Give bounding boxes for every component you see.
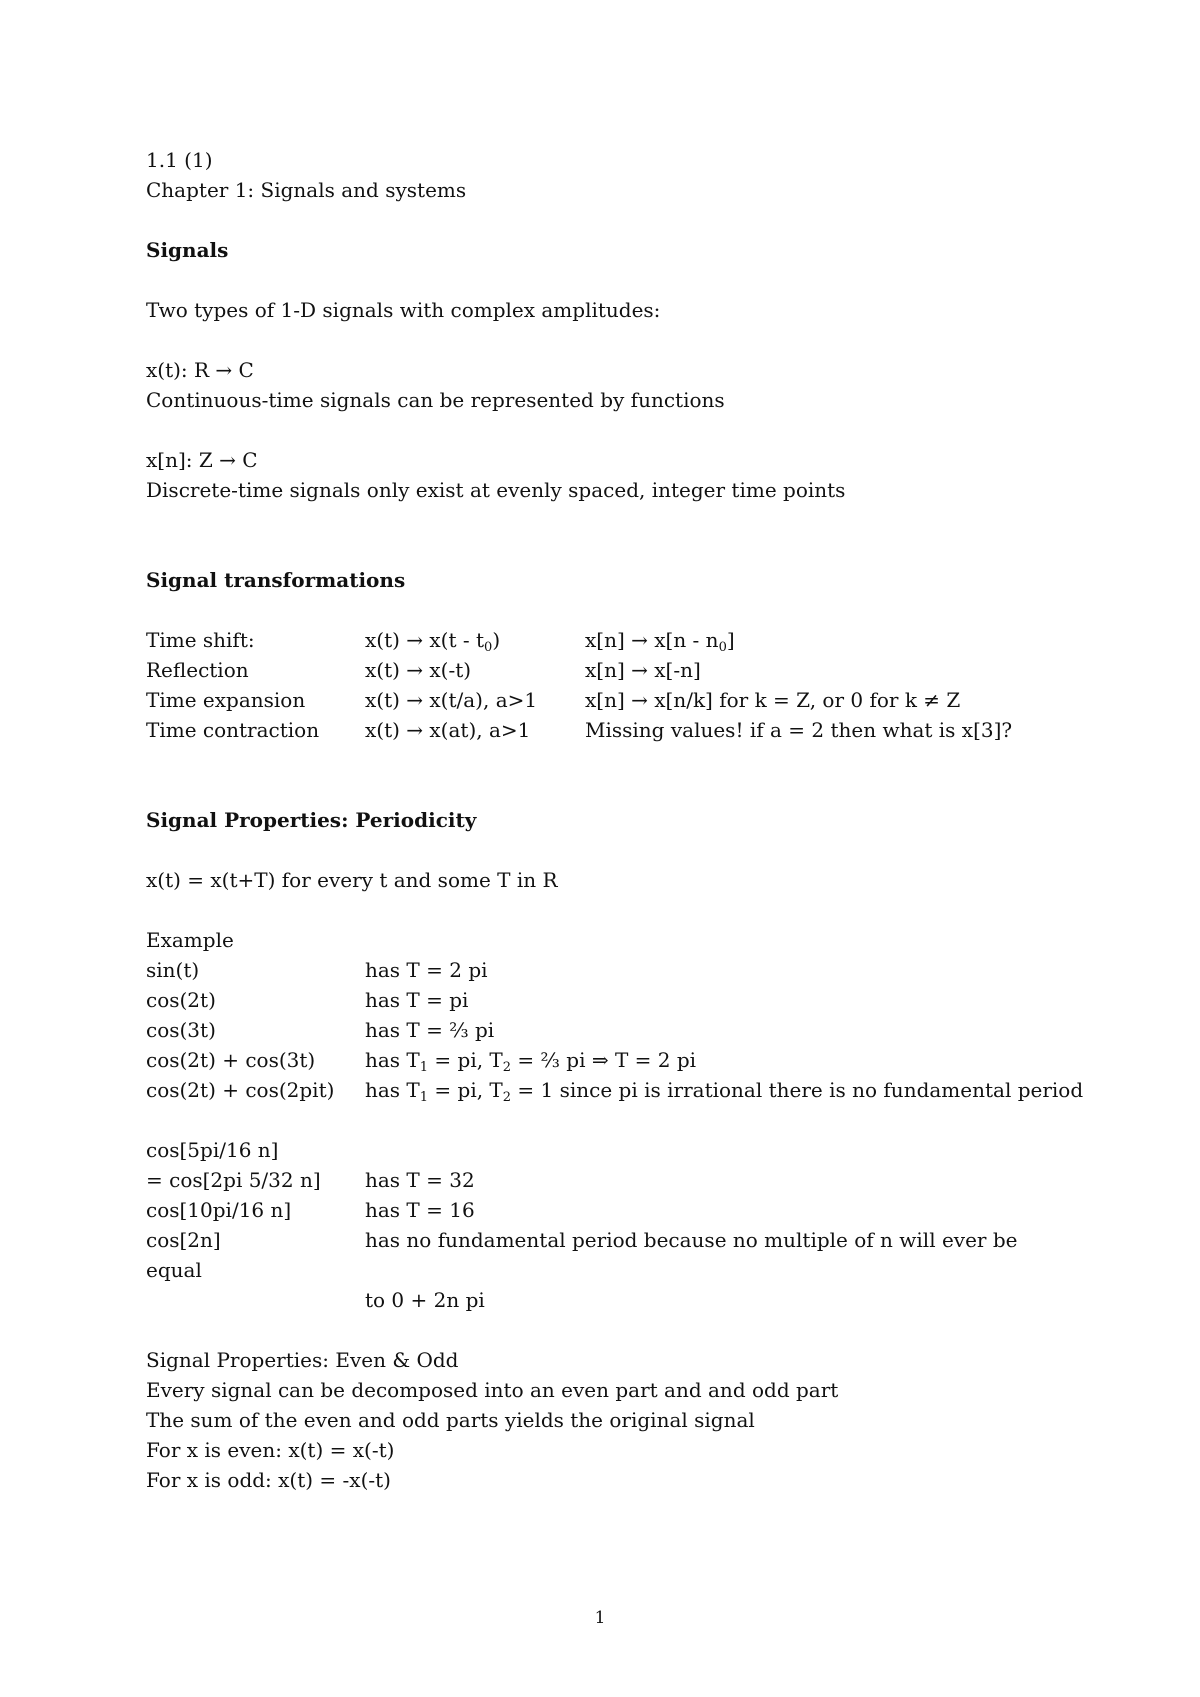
even-odd-line: Every signal can be decomposed into an even part and and odd part: [146, 1378, 839, 1402]
transformation-name: Time expansion: [146, 688, 306, 712]
transformation-name: Reflection: [146, 658, 249, 682]
example-result: has T = pi: [365, 988, 469, 1012]
example-signal: sin(t): [146, 958, 200, 982]
example-row: [146, 955, 1106, 985]
example-row: [146, 1165, 1106, 1195]
example-result: has T = 2 pi: [365, 958, 488, 982]
example-result: has $T_1$ = pi, $T_2$ = ⅔ pi ⇒ T = 2 pi: [365, 1048, 697, 1075]
example-row: [146, 1285, 1106, 1315]
example-signal: cos(2t): [146, 988, 216, 1012]
transformation-name: Time contraction: [146, 718, 320, 742]
transformation-dt: x[n] → x[n/k] for k = Z, or 0 for k ≠ Z: [585, 688, 961, 712]
even-odd-heading: Signal Properties: Even & Odd: [146, 1348, 459, 1372]
transformation-name: Time shift:: [146, 628, 255, 652]
example-row: [146, 1045, 1106, 1075]
even-odd-line: The sum of the even and odd parts yields the original signal: [146, 1408, 755, 1432]
transformation-dt: x[n] → x[-n]: [585, 658, 701, 682]
dt-mapping: x[n]: Z → C: [146, 448, 258, 472]
transformation-ct: x(t) → x(t/a), a>1: [365, 688, 538, 712]
ct-mapping: x(t): R → C: [146, 358, 254, 382]
transformation-ct: $x(t) \to x(t - t_0)$: [365, 628, 501, 655]
section-number: 1.1 (1): [146, 148, 213, 172]
signals-heading: Signals: [146, 238, 229, 262]
example-result: has T = 16: [365, 1198, 475, 1222]
transformation-row: [146, 715, 1106, 745]
ct-description: Continuous-time signals can be represented by functions: [146, 388, 725, 412]
signals-intro: Two types of 1-D signals with complex amplitudes:: [146, 298, 661, 322]
discrete-example-line: cos[5pi/16 n]: [146, 1138, 279, 1162]
example-row: [146, 1195, 1106, 1225]
example-row: [146, 1225, 1106, 1255]
transformations-heading: Signal transformations: [146, 568, 406, 592]
transformation-ct: x(t) → x(at), a>1: [365, 718, 531, 742]
transformation-row: [146, 655, 1106, 685]
example-result: has T = 32: [365, 1168, 475, 1192]
example-row: [146, 985, 1106, 1015]
transformation-dt: Missing values! if a = 2 then what is x[3]?: [585, 718, 1013, 742]
chapter-title: Chapter 1: Signals and systems: [146, 178, 467, 202]
periodicity-heading: Signal Properties: Periodicity: [146, 808, 477, 832]
transformation-row: [146, 685, 1106, 715]
even-odd-line: For x is odd: x(t) = -x(-t): [146, 1468, 391, 1492]
dt-description: Discrete-time signals only exist at evenly spaced, integer time points: [146, 478, 846, 502]
transformation-dt: $x[n] \to x[n - n_0]$: [585, 628, 735, 655]
example-signal: cos(2t) + cos(3t): [146, 1048, 316, 1072]
even-odd-line: For x is even: x(t) = x(-t): [146, 1438, 395, 1462]
example-label: Example: [146, 928, 234, 952]
example-signal: cos(2t) + cos(2pit): [146, 1078, 335, 1102]
example-signal: cos(3t): [146, 1018, 216, 1042]
example-row: [146, 1075, 1106, 1105]
example-result: has T = ⅔ pi: [365, 1018, 495, 1042]
page-number: 1: [594, 1608, 606, 1628]
example-result: has no fundamental period because no multiple of n will ever be: [365, 1228, 1018, 1252]
discrete-example-line: equal: [146, 1258, 202, 1282]
example-result: has $T_1$ = pi, $T_2 = 1$ since pi is irrational there is no fundamental period: [365, 1078, 1084, 1105]
example-signal: = cos[2pi 5/32 n]: [146, 1168, 321, 1192]
example-signal: cos[2n]: [146, 1228, 221, 1252]
transformation-row: [146, 625, 1106, 655]
example-row: [146, 1015, 1106, 1045]
example-result: to 0 + 2n pi: [365, 1288, 485, 1312]
periodicity-definition: x(t) = x(t+T) for every t and some T in R: [146, 868, 558, 892]
example-signal: cos[10pi/16 n]: [146, 1198, 292, 1222]
transformation-ct: x(t) → x(-t): [365, 658, 472, 682]
